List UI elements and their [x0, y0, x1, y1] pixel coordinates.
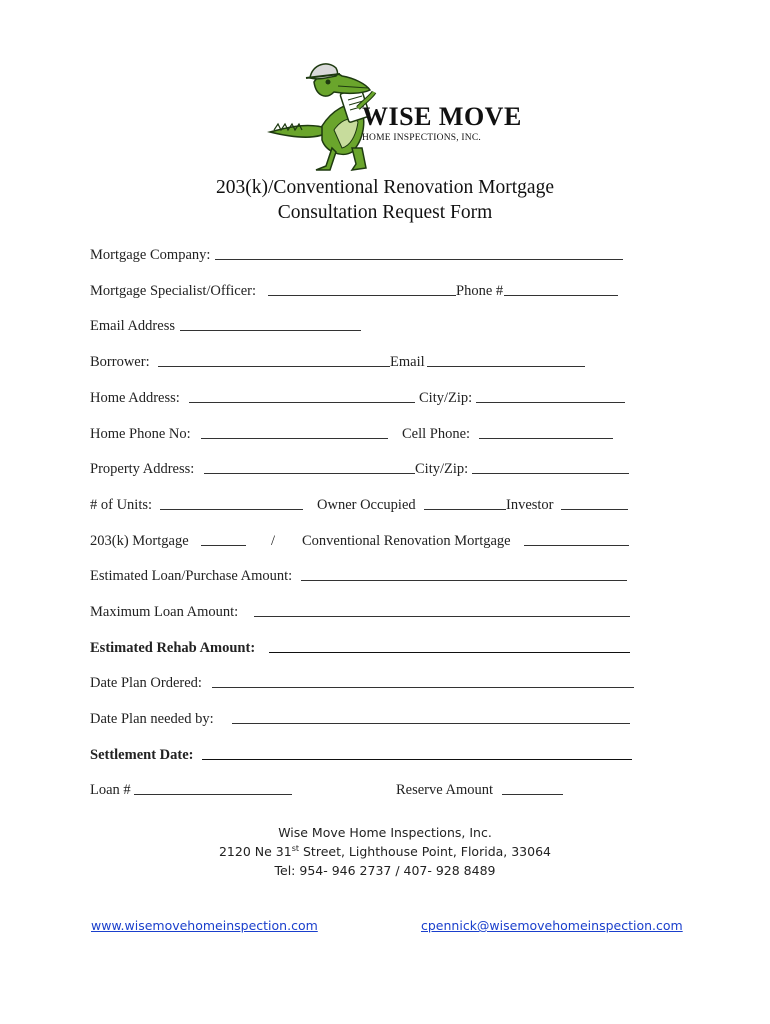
- footer-address-sup: st: [291, 843, 300, 853]
- email-label: Email: [390, 354, 425, 370]
- date-plan-ordered-field[interactable]: [212, 673, 634, 688]
- property-address-field[interactable]: [204, 459, 415, 474]
- estimated-rehab-label: Estimated Rehab Amount:: [90, 640, 256, 656]
- conventional-renovation-label: Conventional Renovation Mortgage: [302, 533, 511, 549]
- logo-wordmark: [362, 104, 522, 144]
- owner-occupied-field[interactable]: [424, 495, 506, 510]
- property-city-zip-label: City/Zip:: [415, 461, 469, 477]
- estimated-loan-label: Estimated Loan/Purchase Amount:: [90, 568, 293, 584]
- units-label: # of Units:: [90, 497, 153, 513]
- cell-phone-field[interactable]: [479, 424, 613, 439]
- mortgage-specialist-field[interactable]: [268, 281, 456, 296]
- page-title: [0, 175, 770, 225]
- mortgage-company-field[interactable]: [215, 245, 623, 260]
- mortgage-specialist-label: Mortgage Specialist/Officer:: [90, 283, 257, 299]
- phone-label: Phone #: [456, 283, 504, 299]
- settlement-date-label: Settlement Date:: [90, 747, 194, 763]
- mortgage-type-separator: /: [271, 533, 276, 549]
- units-field[interactable]: [160, 495, 303, 510]
- maximum-loan-label: Maximum Loan Amount:: [90, 604, 239, 620]
- estimated-loan-field[interactable]: [301, 566, 627, 581]
- date-plan-ordered-label: Date Plan Ordered:: [90, 675, 202, 691]
- mortgage-203k-field[interactable]: [201, 531, 246, 546]
- property-address-label: Property Address:: [90, 461, 195, 477]
- title-line-1: 203(k)/Conventional Renovation Mortgage: [216, 177, 554, 198]
- footer-phone: Tel: 954- 946 2737 / 407- 928 8489: [274, 863, 496, 878]
- email-address-label: Email Address: [90, 318, 175, 334]
- conventional-renovation-field[interactable]: [524, 531, 629, 546]
- footer-address: [0, 842, 770, 861]
- home-phone-field[interactable]: [201, 424, 388, 439]
- logo-subtitle: HOME INSPECTIONS, INC.: [362, 133, 481, 143]
- reserve-amount-field[interactable]: [502, 780, 563, 795]
- website-link[interactable]: www.wisemovehomeinspection.com: [91, 918, 318, 933]
- mortgage-203k-label: 203(k) Mortgage: [90, 533, 189, 549]
- reserve-amount-label: Reserve Amount: [396, 782, 494, 798]
- email-address-field[interactable]: [180, 316, 361, 331]
- borrower-field[interactable]: [158, 352, 390, 367]
- date-plan-needed-field[interactable]: [232, 709, 630, 724]
- footer-address-end: Street, Lighthouse Point, Florida, 33064: [299, 844, 551, 859]
- title-line-2: Consultation Request Form: [277, 202, 493, 223]
- email-field[interactable]: [427, 352, 585, 367]
- investor-field[interactable]: [561, 495, 628, 510]
- maximum-loan-field[interactable]: [254, 602, 630, 617]
- logo-name: WISE MOVE: [362, 102, 522, 131]
- mortgage-company-label: Mortgage Company:: [90, 247, 211, 263]
- footer-company: Wise Move Home Inspections, Inc.: [278, 825, 492, 840]
- home-address-label: Home Address:: [90, 390, 180, 406]
- settlement-date-field[interactable]: [202, 745, 632, 760]
- owner-occupied-label: Owner Occupied: [317, 497, 416, 513]
- city-zip-field[interactable]: [476, 388, 625, 403]
- home-address-field[interactable]: [189, 388, 415, 403]
- footer-address-start: 2120 Ne 31: [218, 844, 292, 859]
- borrower-label: Borrower:: [90, 354, 150, 370]
- investor-label: Investor: [506, 497, 554, 513]
- estimated-rehab-field[interactable]: [269, 638, 630, 653]
- date-plan-needed-label: Date Plan needed by:: [90, 711, 214, 727]
- home-phone-label: Home Phone No:: [90, 426, 191, 442]
- loan-number-field[interactable]: [134, 780, 292, 795]
- property-city-zip-field[interactable]: [472, 459, 629, 474]
- loan-number-label: Loan #: [90, 782, 131, 798]
- cell-phone-label: Cell Phone:: [402, 426, 471, 442]
- city-zip-label: City/Zip:: [419, 390, 473, 406]
- phone-field[interactable]: [504, 281, 618, 296]
- email-link[interactable]: cpennick@wisemovehomeinspection.com: [421, 918, 683, 933]
